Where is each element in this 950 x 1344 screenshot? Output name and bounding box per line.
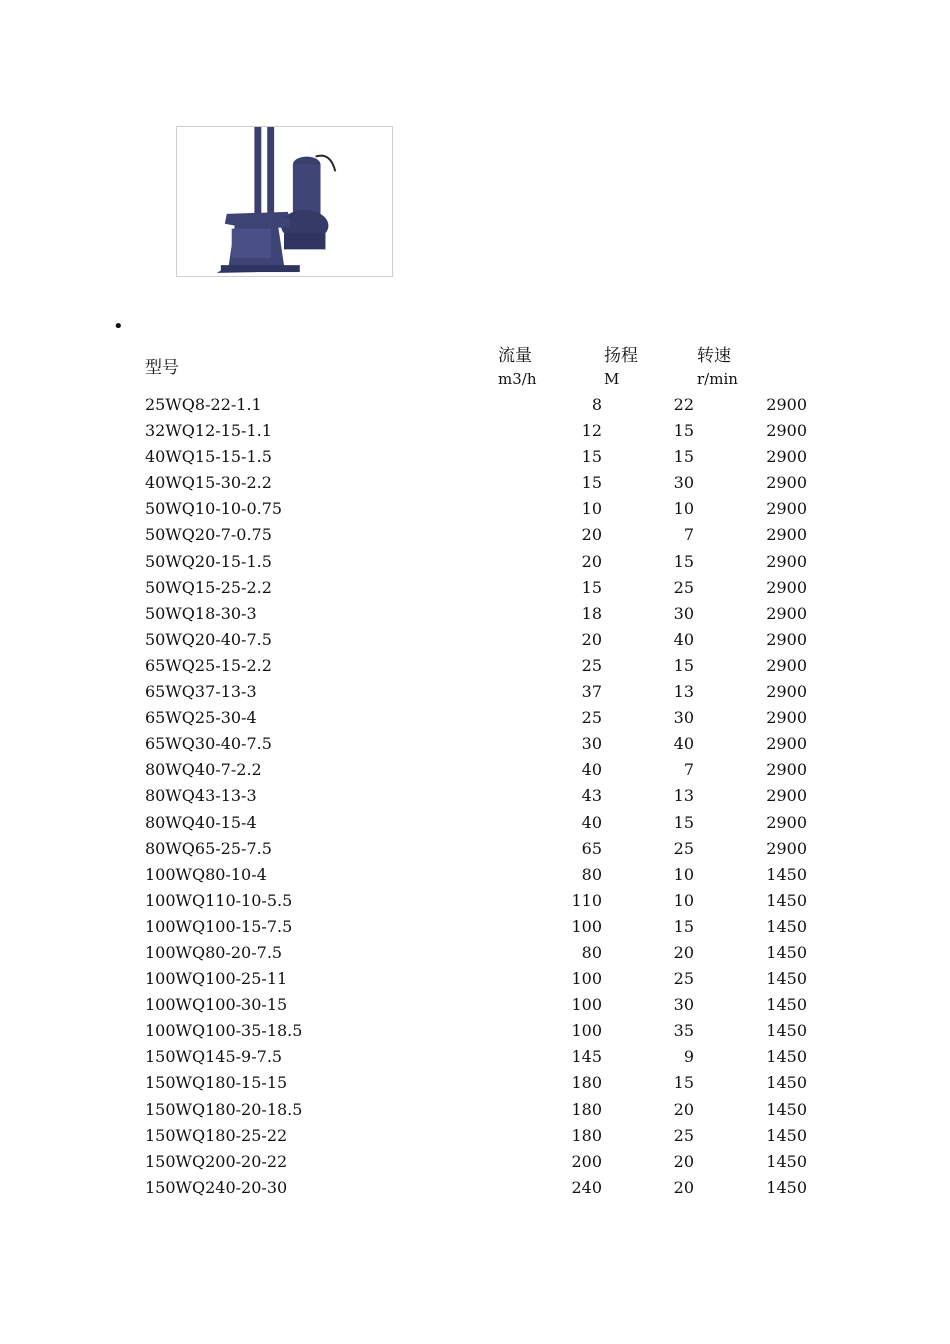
head-cell: 25 <box>673 838 694 858</box>
table-row <box>0 1175 950 1201</box>
table-row <box>0 862 950 888</box>
model-cell: 80WQ65-25-7.5 <box>145 838 272 858</box>
head-cell: 20 <box>673 942 694 962</box>
model-cell: 150WQ200-20-22 <box>145 1151 288 1171</box>
submersible-pump-photo-icon <box>177 127 392 276</box>
flow-cell: 40 <box>581 760 602 780</box>
model-cell: 150WQ145-9-7.5 <box>145 1047 283 1067</box>
speed-cell: 2900 <box>766 499 807 519</box>
speed-cell: 1450 <box>766 1073 807 1093</box>
model-cell: 100WQ110-10-5.5 <box>145 890 293 910</box>
model-cell: 150WQ180-20-18.5 <box>145 1099 303 1119</box>
flow-cell: 8 <box>591 395 602 414</box>
product-photo <box>176 126 393 277</box>
flow-cell: 180 <box>571 1073 602 1093</box>
head-cell: 20 <box>673 1099 694 1119</box>
flow-cell: 20 <box>581 551 602 571</box>
table-row <box>0 757 950 783</box>
head-cell: 10 <box>673 890 694 910</box>
header-head-unit: M <box>604 370 620 388</box>
table-row <box>0 914 950 940</box>
header-head <box>604 341 638 388</box>
header-head-label: 扬程 <box>604 346 638 366</box>
speed-cell: 2900 <box>766 629 807 649</box>
model-cell: 65WQ25-30-4 <box>145 708 257 728</box>
speed-cell: 2900 <box>766 682 807 702</box>
speed-cell: 1450 <box>766 864 807 884</box>
speed-cell: 2900 <box>766 812 807 832</box>
table-row <box>0 575 950 601</box>
head-cell: 30 <box>673 473 694 493</box>
model-cell: 150WQ180-25-22 <box>145 1125 288 1145</box>
flow-cell: 80 <box>581 942 602 962</box>
flow-cell: 240 <box>571 1177 602 1197</box>
head-cell: 15 <box>673 655 694 675</box>
head-cell: 15 <box>673 421 694 441</box>
table-row <box>0 470 950 496</box>
flow-cell: 200 <box>571 1151 602 1171</box>
head-cell: 15 <box>673 447 694 467</box>
speed-cell: 2900 <box>766 838 807 858</box>
flow-cell: 100 <box>571 1021 602 1041</box>
head-cell: 25 <box>673 1125 694 1145</box>
table-row <box>0 810 950 836</box>
head-cell: 35 <box>673 1021 694 1041</box>
speed-cell: 2900 <box>766 473 807 493</box>
model-cell: 50WQ10-10-0.75 <box>145 499 283 519</box>
head-cell: 20 <box>673 1151 694 1171</box>
model-cell: 150WQ180-15-15 <box>145 1073 288 1093</box>
speed-cell: 2900 <box>766 447 807 467</box>
table-row <box>0 836 950 862</box>
speed-cell: 2900 <box>766 525 807 545</box>
flow-cell: 20 <box>581 525 602 545</box>
speed-cell: 1450 <box>766 969 807 989</box>
flow-cell: 65 <box>581 838 602 858</box>
table-row <box>0 783 950 809</box>
head-cell: 15 <box>673 1073 694 1093</box>
model-cell: 80WQ40-15-4 <box>145 812 257 832</box>
flow-cell: 18 <box>581 603 602 623</box>
flow-cell: 30 <box>581 734 602 754</box>
speed-cell: 2900 <box>766 577 807 597</box>
speed-cell: 2900 <box>766 786 807 806</box>
head-cell: 30 <box>673 708 694 728</box>
model-cell: 40WQ15-30-2.2 <box>145 473 272 493</box>
head-cell: 25 <box>673 969 694 989</box>
speed-cell: 2900 <box>766 603 807 623</box>
head-cell: 30 <box>673 995 694 1015</box>
table-row <box>0 522 950 548</box>
list-bullet: • <box>113 316 124 337</box>
header-flow-unit: m3/h <box>498 370 537 388</box>
table-row <box>0 392 950 418</box>
speed-cell: 2900 <box>766 708 807 728</box>
flow-cell: 100 <box>571 969 602 989</box>
head-cell: 20 <box>673 1177 694 1197</box>
speed-cell: 1450 <box>766 1047 807 1067</box>
head-cell: 15 <box>673 916 694 936</box>
speed-cell: 1450 <box>766 1151 807 1171</box>
model-cell: 100WQ80-10-4 <box>145 864 267 884</box>
model-cell: 100WQ100-30-15 <box>145 995 288 1015</box>
flow-cell: 15 <box>581 473 602 493</box>
flow-cell: 37 <box>581 682 602 702</box>
header-speed <box>697 341 738 388</box>
flow-cell: 15 <box>581 577 602 597</box>
speed-cell: 2900 <box>766 395 807 414</box>
table-row <box>0 1123 950 1149</box>
table-row <box>0 418 950 444</box>
header-speed-unit: r/min <box>697 370 738 388</box>
flow-cell: 25 <box>581 655 602 675</box>
head-cell: 13 <box>673 786 694 806</box>
table-row <box>0 444 950 470</box>
flow-cell: 20 <box>581 629 602 649</box>
model-cell: 80WQ40-7-2.2 <box>145 760 262 780</box>
table-row <box>0 940 950 966</box>
speed-cell: 1450 <box>766 1099 807 1119</box>
header-speed-label: 转速 <box>697 346 731 366</box>
table-row <box>0 731 950 757</box>
head-cell: 13 <box>673 682 694 702</box>
model-cell: 25WQ8-22-1.1 <box>145 395 262 414</box>
speed-cell: 1450 <box>766 916 807 936</box>
model-cell: 65WQ37-13-3 <box>145 682 257 702</box>
model-cell: 100WQ100-15-7.5 <box>145 916 293 936</box>
model-cell: 100WQ100-35-18.5 <box>145 1021 303 1041</box>
table-row <box>0 679 950 705</box>
table-row <box>0 1097 950 1123</box>
table-row <box>0 1070 950 1096</box>
model-cell: 150WQ240-20-30 <box>145 1177 288 1197</box>
flow-cell: 15 <box>581 447 602 467</box>
table-row <box>0 627 950 653</box>
speed-cell: 1450 <box>766 1177 807 1197</box>
model-cell: 32WQ12-15-1.1 <box>145 421 272 441</box>
speed-cell: 1450 <box>766 890 807 910</box>
flow-cell: 145 <box>571 1047 602 1067</box>
flow-cell: 180 <box>571 1099 602 1119</box>
table-row <box>0 705 950 731</box>
model-cell: 80WQ43-13-3 <box>145 786 257 806</box>
header-flow-label: 流量 <box>498 346 532 366</box>
table-row <box>0 653 950 679</box>
flow-cell: 43 <box>581 786 602 806</box>
table-row <box>0 601 950 627</box>
head-cell: 25 <box>673 577 694 597</box>
model-cell: 100WQ80-20-7.5 <box>145 942 283 962</box>
table-row <box>0 966 950 992</box>
table-row <box>0 1149 950 1175</box>
flow-cell: 110 <box>571 890 602 910</box>
model-cell: 50WQ15-25-2.2 <box>145 577 272 597</box>
flow-cell: 180 <box>571 1125 602 1145</box>
head-cell: 40 <box>673 629 694 649</box>
model-cell: 65WQ30-40-7.5 <box>145 734 272 754</box>
speed-cell: 2900 <box>766 655 807 675</box>
speed-cell: 1450 <box>766 1125 807 1145</box>
flow-cell: 25 <box>581 708 602 728</box>
table-row <box>0 549 950 575</box>
table-row <box>0 1044 950 1070</box>
header-flow <box>498 341 536 388</box>
model-cell: 50WQ20-15-1.5 <box>145 551 272 571</box>
flow-cell: 80 <box>581 864 602 884</box>
table-row <box>0 992 950 1018</box>
model-cell: 50WQ20-7-0.75 <box>145 525 272 545</box>
table-row <box>0 496 950 522</box>
flow-cell: 100 <box>571 916 602 936</box>
pump-spec-table <box>0 392 950 1201</box>
speed-cell: 2900 <box>766 760 807 780</box>
head-cell: 22 <box>673 395 694 414</box>
head-cell: 9 <box>683 1047 694 1067</box>
speed-cell: 1450 <box>766 1021 807 1041</box>
table-row <box>0 1018 950 1044</box>
speed-cell: 1450 <box>766 942 807 962</box>
head-cell: 30 <box>673 603 694 623</box>
head-cell: 10 <box>673 499 694 519</box>
flow-cell: 12 <box>581 421 602 441</box>
model-cell: 65WQ25-15-2.2 <box>145 655 272 675</box>
head-cell: 7 <box>683 525 694 545</box>
speed-cell: 1450 <box>766 995 807 1015</box>
speed-cell: 2900 <box>766 551 807 571</box>
flow-cell: 100 <box>571 995 602 1015</box>
model-cell: 50WQ20-40-7.5 <box>145 629 272 649</box>
table-row <box>0 888 950 914</box>
model-cell: 40WQ15-15-1.5 <box>145 447 272 467</box>
table-header <box>0 338 950 390</box>
head-cell: 15 <box>673 812 694 832</box>
model-cell: 100WQ100-25-11 <box>145 969 288 989</box>
flow-cell: 40 <box>581 812 602 832</box>
header-model: 型号 <box>145 358 179 378</box>
model-cell: 50WQ18-30-3 <box>145 603 257 623</box>
head-cell: 40 <box>673 734 694 754</box>
head-cell: 10 <box>673 864 694 884</box>
speed-cell: 2900 <box>766 734 807 754</box>
speed-cell: 2900 <box>766 421 807 441</box>
head-cell: 7 <box>683 760 694 780</box>
flow-cell: 10 <box>581 499 602 519</box>
head-cell: 15 <box>673 551 694 571</box>
